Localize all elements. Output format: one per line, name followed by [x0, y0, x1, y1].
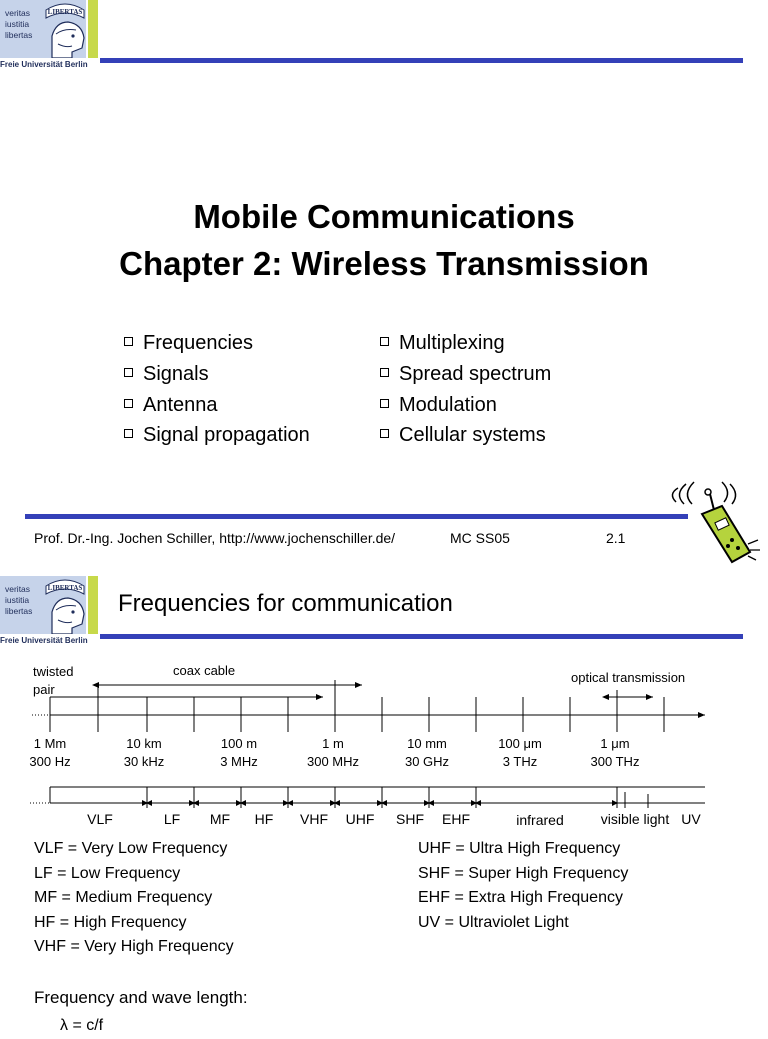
definitions-left: [34, 837, 234, 960]
list-item-label: Modulation: [399, 394, 497, 416]
seal-icon: [42, 0, 88, 58]
wave-length-heading: Frequency and wave length:: [34, 988, 248, 1007]
seal-text: LIBERTAS: [47, 584, 83, 592]
band-label: VHF: [300, 811, 328, 827]
definitions-right: [418, 837, 628, 935]
band-dividers: [147, 787, 648, 808]
logo-green-bar: [88, 0, 98, 58]
motto-line: libertas: [5, 606, 33, 616]
checkbox-bullet-icon: [124, 368, 133, 377]
scale-label: 1 μm 300 THz: [590, 736, 640, 769]
band-label: UHF: [345, 811, 375, 827]
scale-label: 1 Mm 300 Hz: [29, 736, 71, 769]
slide-title: Frequencies for communication: [118, 590, 453, 617]
motto-line: veritas: [5, 584, 31, 594]
list-item: [124, 328, 253, 359]
header-rule: [100, 58, 743, 63]
definition-item: UHF = Ultra High Frequency: [418, 840, 621, 857]
spectrum-diagram: [0, 640, 768, 820]
list-item-label: Cellular systems: [399, 424, 546, 446]
footer-author: Prof. Dr.-Ing. Jochen Schiller, http://www.jochenschiller.de/: [34, 530, 396, 546]
definition-item: UV = Ultraviolet Light: [418, 913, 569, 931]
list-item: [124, 359, 209, 390]
scale-label: 1 m 300 MHz: [306, 736, 360, 769]
checkbox-bullet-icon: [380, 337, 389, 346]
list-item-label: Spread spectrum: [399, 363, 552, 385]
list-item-label: Frequencies: [143, 332, 254, 354]
scale-label: 10 mm 30 GHz: [404, 736, 450, 769]
list-item-label: Signal propagation: [143, 424, 310, 446]
header-rule: [100, 634, 743, 639]
definition-item: EHF = Extra High Frequency: [418, 889, 623, 907]
band-label: HF: [254, 811, 274, 827]
motto-line: veritas: [5, 8, 31, 18]
logo-green-bar: [88, 576, 98, 634]
slide-title-line1: Mobile Communications: [193, 198, 575, 235]
band-label: UV: [681, 811, 701, 827]
list-item: [124, 390, 218, 421]
university-name: Freie Universität Berlin: [0, 636, 88, 645]
definition-item: HF = High Frequency: [34, 913, 187, 931]
motto-line: iustitia: [5, 19, 30, 29]
list-item-label: Signals: [143, 363, 209, 385]
list-item: [380, 359, 551, 390]
list-item: [380, 328, 505, 359]
axis-ticks: [50, 680, 664, 732]
band-label: LF: [163, 811, 181, 827]
definition-item: SHF = Super High Frequency: [418, 864, 629, 882]
checkbox-bullet-icon: [380, 399, 389, 408]
motto-line: iustitia: [5, 595, 30, 605]
logo-motto: [5, 8, 45, 41]
checkbox-bullet-icon: [124, 337, 133, 346]
wave-formula: λ = c/f: [60, 1017, 104, 1034]
checkbox-bullet-icon: [124, 399, 133, 408]
seal-icon: [42, 576, 88, 634]
list-item: [124, 420, 310, 451]
band-label: SHF: [396, 811, 424, 827]
footer-rule: [25, 514, 688, 519]
motto-line: libertas: [5, 30, 33, 40]
definition-item: VLF = Very Low Frequency: [34, 840, 228, 857]
band-label: MF: [209, 811, 231, 827]
band-label: EHF: [442, 811, 470, 827]
definition-item: LF = Low Frequency: [34, 864, 181, 882]
definition-item: MF = Medium Frequency: [34, 889, 213, 907]
seal-text: LIBERTAS: [47, 8, 83, 16]
logo-motto: [5, 584, 45, 617]
band-label: infrared: [516, 812, 564, 828]
university-logo: [0, 0, 98, 72]
coax-cable-label: coax cable: [173, 663, 236, 678]
list-item-label: Antenna: [143, 394, 218, 416]
list-item: [380, 390, 497, 421]
list-item-label: Multiplexing: [399, 332, 505, 354]
cellphone-clipart-icon: [660, 474, 764, 570]
checkbox-bullet-icon: [380, 368, 389, 377]
band-label: visible light: [600, 811, 670, 827]
optical-transmission-label: optical transmission: [571, 670, 686, 685]
scale-label: 100 μm 3 THz: [498, 736, 542, 769]
list-item: [380, 420, 546, 451]
scale-label: 10 km 30 kHz: [123, 736, 165, 769]
definition-item: VHF = Very High Frequency: [34, 938, 234, 956]
footer-course: MC SS05: [450, 530, 510, 546]
footer-page-number: 2.1: [606, 530, 626, 546]
scale-label: 100 m 3 MHz: [220, 736, 258, 769]
checkbox-bullet-icon: [124, 429, 133, 438]
university-name: Freie Universität Berlin: [0, 60, 88, 69]
slide-title-line2: Chapter 2: Wireless Transmission: [119, 245, 649, 282]
band-label: VLF: [87, 811, 113, 827]
twisted-pair-label: twisted pair: [33, 664, 74, 697]
checkbox-bullet-icon: [380, 429, 389, 438]
university-logo: [0, 576, 98, 648]
